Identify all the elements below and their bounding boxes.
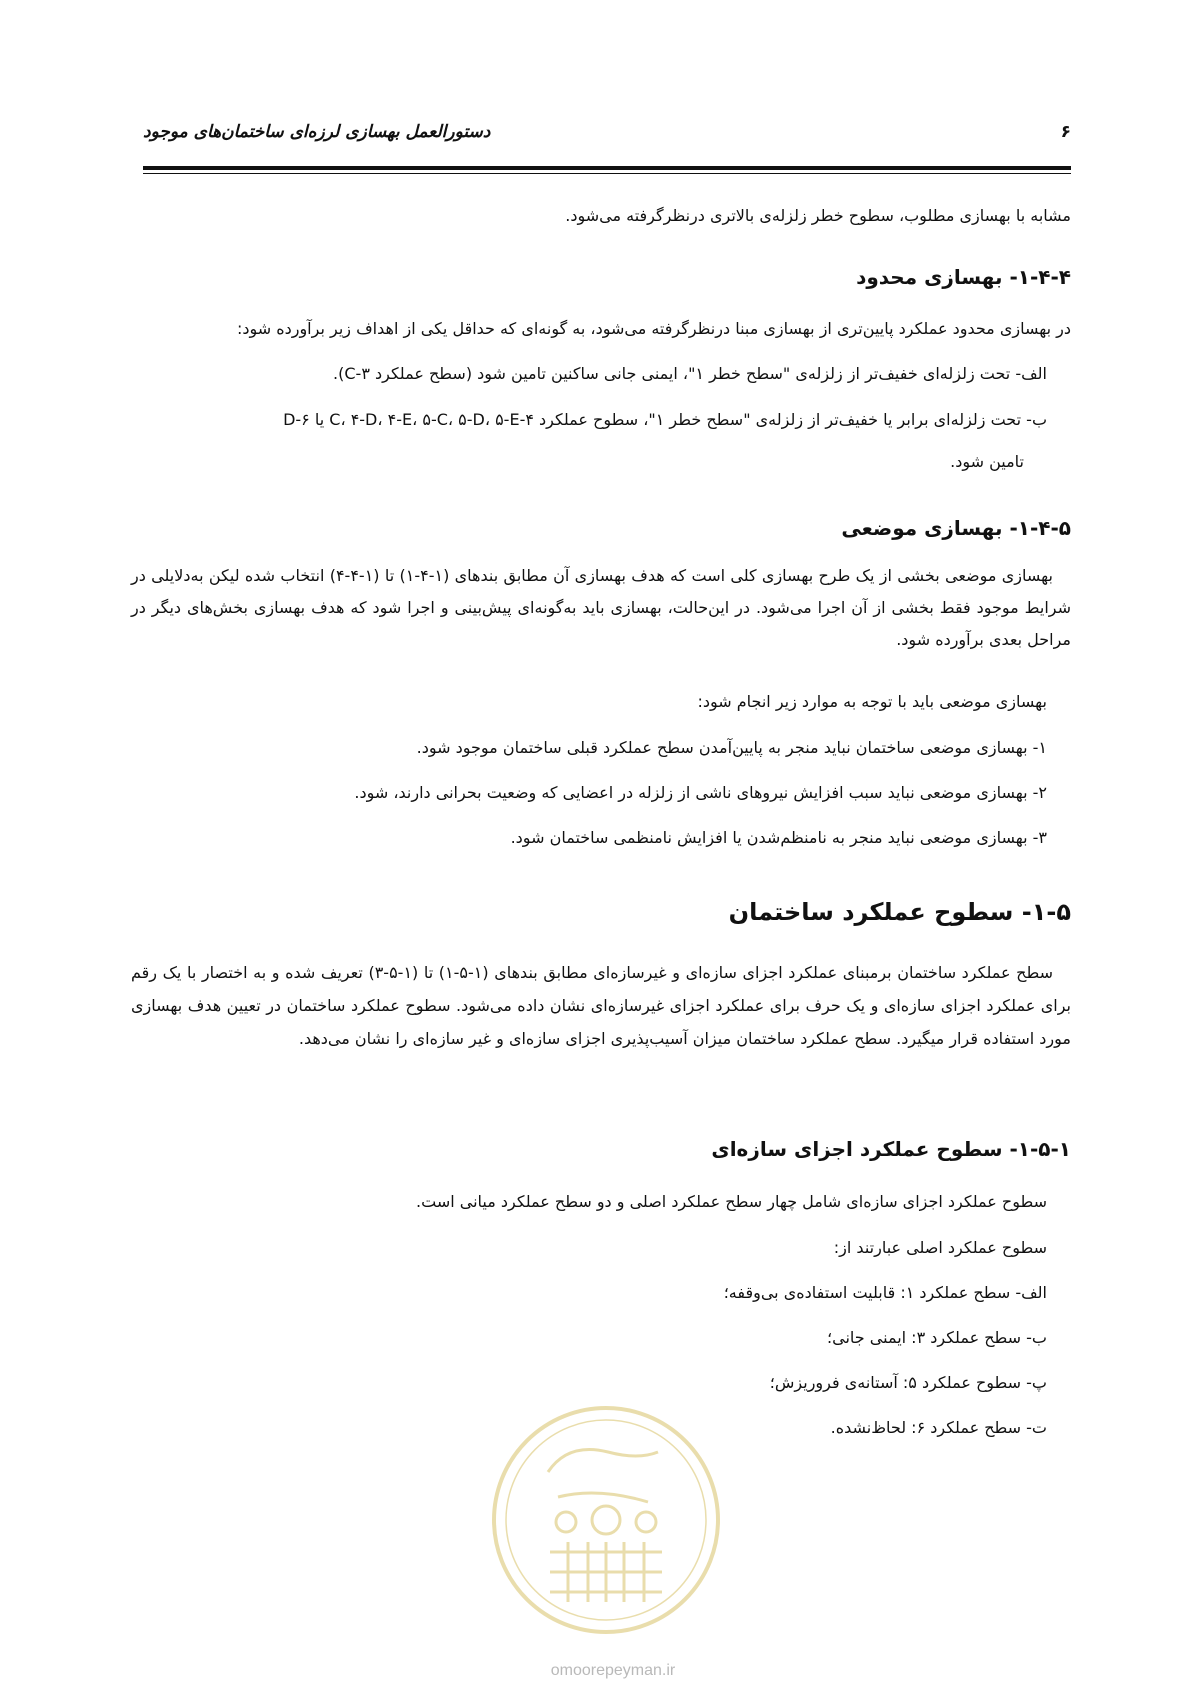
watermark-site: omoorepeyman.ir bbox=[550, 1662, 676, 1679]
running-header-title: دستورالعمل بهسازی لرزه‌ای ساختمان‌های موجود bbox=[143, 122, 491, 142]
limited-item-b-line2: تامین شود. bbox=[950, 452, 1024, 471]
header-rule-thick bbox=[143, 166, 1071, 170]
local-item-1: ۱- بهسازی موضعی ساختمان نباید منجر به پایین‌آمدن سطح عملکرد قبلی ساختمان موجود شود. bbox=[416, 738, 1047, 757]
structural-levels-paragraph: سطوح عملکرد اجزای سازه‌ای شامل چهار سطح عملکرد اصلی و دو سطح عملکرد میانی است. bbox=[416, 1192, 1047, 1211]
intro-line: مشابه با بهسازی مطلوب، سطوح خطر زلزله‌ی بالاتری درنظرگرفته می‌شود. bbox=[565, 206, 1071, 225]
limited-item-b-line1: ب- تحت زلزله‌ای برابر یا خفیف‌تر از زلزله‌ی "سطح خطر ۱"، سطوح عملکرد ۴-C، ۴-D، ۴-E، ۵-C، ۵-D، ۵-E یا ۶-D bbox=[283, 410, 1047, 429]
local-item-3: ۳- بهسازی موضعی نباید منجر به نامنظم‌شدن یا افزایش نامنظمی ساختمان شود. bbox=[510, 828, 1047, 847]
heading-local-retrofit: ۱-۴-۵- بهسازی موضعی bbox=[841, 516, 1071, 540]
performance-levels-paragraph: سطح عملکرد ساختمان برمبنای عملکرد اجزای سازه‌ای و غیرسازه‌ای مطابق بندهای (۱-۵-۱) تا (۱-۵-۳) تعریف شده و به اختصار با یک رقم برای عملکرد اجزای سازه‌ای و یک حرف برای عملکرد اجزای غیرسازه‌ای نشان داده می‌شود. سطوح عملکرد ساختمان در تعیین هدف بهسازی مورد استفاده قرار میگیرد. سطح عملکرد ساختمان میزان آسیب‌پذیری اجزای سازه‌ای و غیر سازه‌ای را نشان می‌دهد. bbox=[131, 963, 1071, 1048]
header-rule-thin bbox=[143, 173, 1071, 174]
running-header bbox=[143, 118, 1071, 158]
local-retrofit-paragraph: بهسازی موضعی بخشی از یک طرح بهسازی کلی است که هدف بهسازی آن مطابق بندهای (۱-۴-۱) تا (۱-۴-۴) انتخاب شده لیکن به‌دلایلی در شرایط موجود فقط بخشی از آن اجرا می‌شود. در این‌حالت، بهسازی باید به‌گونه‌ای پیش‌بینی و اجرا شود که هدف بهسازی بخش‌های دیگر در مراحل بعدی برآورده شود. bbox=[131, 566, 1071, 649]
heading-building-performance-levels: ۱-۵- سطوح عملکرد ساختمان bbox=[728, 898, 1071, 926]
structural-level-item-c: پ- سطوح عملکرد ۵: آستانه‌ی فروریزش؛ bbox=[769, 1373, 1047, 1392]
page-number: ۶ bbox=[1060, 122, 1071, 142]
structural-level-item-d: ت- سطح عملکرد ۶: لحاظ‌نشده. bbox=[830, 1418, 1047, 1437]
structural-level-item-a: الف- سطح عملکرد ۱: قابلیت استفاده‌ی بی‌وقفه؛ bbox=[723, 1283, 1047, 1302]
local-item-2: ۲- بهسازی موضعی نباید سبب افزایش نیروهای ناشی از زلزله در اعضایی که وضعیت بحرانی دارند، شود. bbox=[354, 783, 1047, 802]
watermark-seal-icon bbox=[488, 1402, 724, 1638]
watermark-site-text bbox=[478, 1662, 748, 1680]
local-retrofit-lead: بهسازی موضعی باید با توجه به موارد زیر انجام شود: bbox=[697, 692, 1047, 711]
limited-retrofit-paragraph: در بهسازی محدود عملکرد پایین‌تری از بهسازی مبنا درنظرگرفته می‌شود، به گونه‌ای که حداقل یکی از اهداف زیر برآورده شود: bbox=[236, 319, 1071, 338]
limited-item-a: الف- تحت زلزله‌ای خفیف‌تر از زلزله‌ی "سطح خطر ۱"، ایمنی جانی ساکنین تامین شود (سطح عملکرد ۳-C). bbox=[333, 364, 1047, 383]
heading-structural-performance-levels: ۱-۵-۱- سطوح عملکرد اجزای سازه‌ای bbox=[711, 1137, 1071, 1161]
heading-limited-retrofit: ۱-۴-۴- بهسازی محدود bbox=[856, 265, 1071, 289]
structural-levels-lead: سطوح عملکرد اصلی عبارتند از: bbox=[833, 1238, 1047, 1257]
structural-level-item-b: ب- سطح عملکرد ۳: ایمنی جانی؛ bbox=[827, 1328, 1047, 1347]
